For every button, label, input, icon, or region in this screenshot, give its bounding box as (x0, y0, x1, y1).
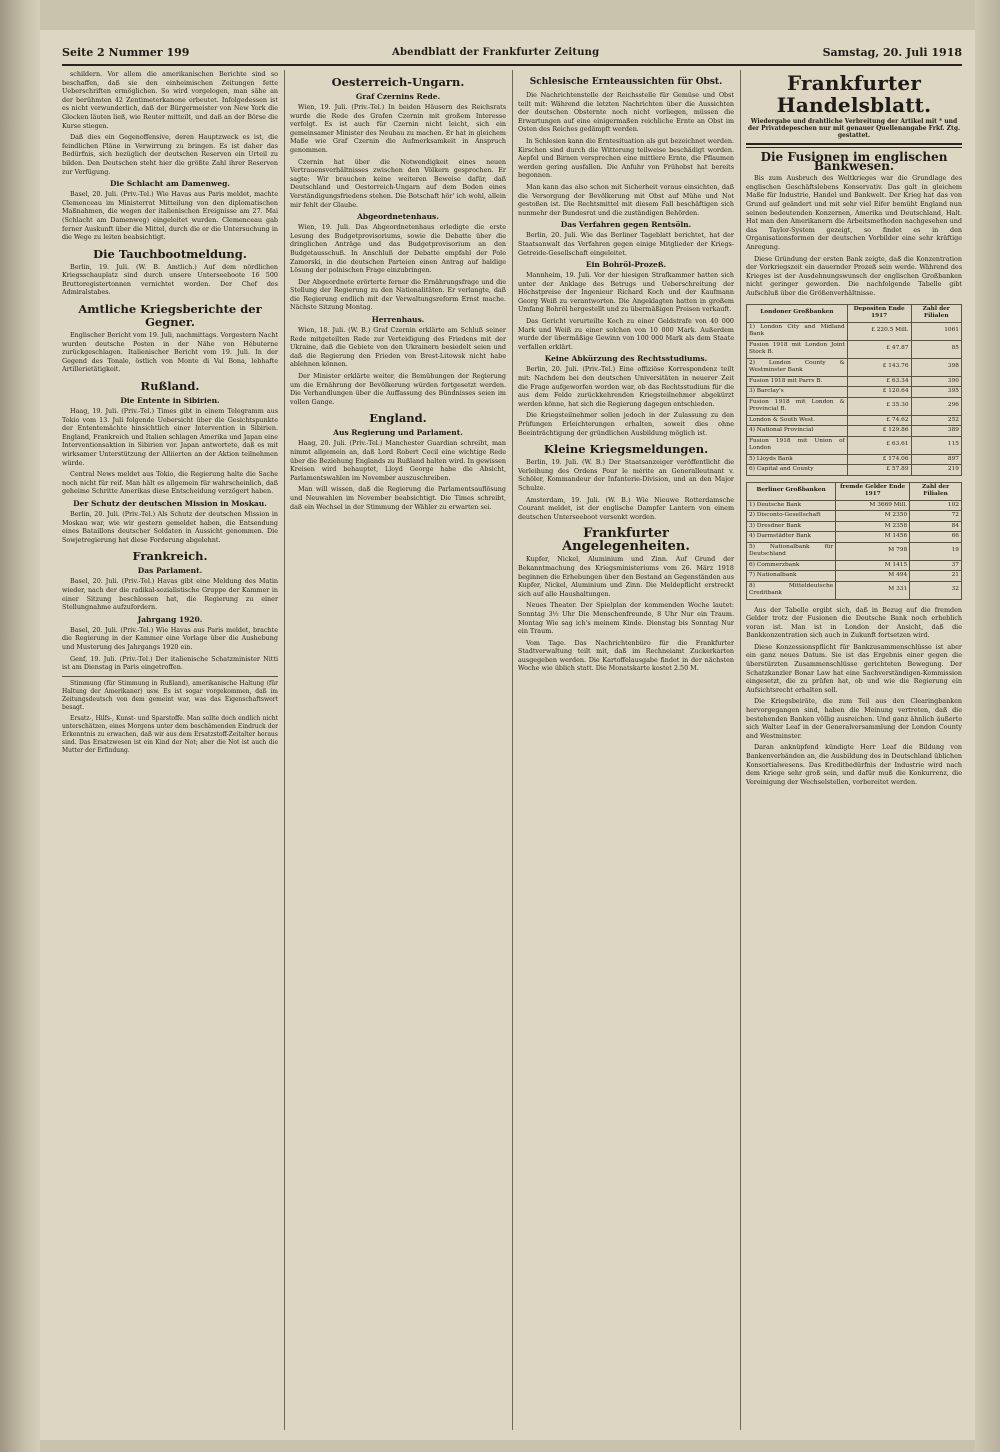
table-row (747, 511, 962, 522)
deposit-value: £ 74.62 (847, 415, 911, 426)
table-row (747, 358, 962, 376)
article-heading: Die Schlacht am Damenweg. (110, 179, 230, 189)
article-text: Man will wissen, daß die Regierung die Parlamentsauflösung und Neuwahlen im November beabsichtigt. Die Times schreibt, daß ein Wechsel in der Stimmung der Wähler zu erwarten sei. (290, 485, 506, 511)
table-row (747, 322, 962, 340)
article-text: Daran anknüpfend kündigte Herr Leaf die Bildung von Bankenverbänden an, die Ausbildung des in Deutschland üblichen Konsortialwesens. Das Kreditbedürfnis der Industrie wird nach dem Kriege sehr groß sein, und dafür muß die Konkurrenz, die Vereinigung der Wechselstellen, vorbereitet werden. (746, 743, 962, 786)
article-text: Wien, 19. Juli. (Priv.-Tel.) In beiden Häusern des Reichsrats wurde die Rede des Grafen Czernin mit großem Interesse verfolgt. Es ist auch für Czernin nicht leicht, sich ein gemeinsamer Minister des Neubau zu machen. Er hat in gleichem Maße wie Graf Czernin die Aufmerksamkeit in Anspruch genommen. (290, 103, 506, 154)
article-text: Stimmung (für Stimmung in Rußland), amerikanische Haltung (für Haltung der Amerikaner) usw. Es ist sogar vorgekommen, daß im Zeitungsdeutsch von dem gemeint war, was das Eigenschaftswort besagt. (62, 679, 278, 711)
branch-count: 296 (911, 397, 961, 415)
article-text: Berlin, 20. Juli. (Priv.-Tel.) Eine offiziöse Korrespondenz teilt mit: Nachdem bei den deutschen Universitäten in neuerer Zeit die Frage aufgeworfen worden war, ob das Rechtsstudium für die aus dem Felde zurückkehrenden Kriegsteilnehmer abgekürzt werden könne, hat sich die Regierung dagegen entschieden. (518, 365, 734, 408)
article-heading: Das Parlament. (137, 566, 203, 576)
deposit-value: M 3669 Mill. (836, 500, 910, 511)
newspaper-page (40, 30, 975, 1440)
table-row (747, 454, 962, 465)
deposit-value: £ 63.61 (847, 436, 911, 454)
issue-date: Samstag, 20. Juli 1918 (822, 46, 962, 59)
article-text: Wien, 18. Juli. (W. B.) Graf Czernin erklärte am Schluß seiner Rede mitgeteilten Rede zur Verteidigung des Friedens mit der Ukraine, daß die Gebiete von den Ukrainern besiedelt seien und daß die Regierung den Frieden von Brest-Litowsk nicht habe ablehnen können. (290, 326, 506, 369)
branch-count: 85 (911, 340, 961, 358)
deposit-value: M 798 (836, 542, 910, 560)
article-text: Kupfer, Nickel, Aluminium und Zinn. Auf Grund der Bekanntmachung des Kriegsministeriums vom 26. März 1918 beginnen die Erhebungen über den Bestand an Gegenständen aus Kupfer, Nickel, Aluminium und Zinn. Die Meldepflicht erstreckt sich auf alle Haushaltungen. (518, 555, 734, 598)
article-heading: Abgeordnetenhaus. (357, 212, 439, 222)
article-heading: Das Verfahren gegen Rentsöln. (560, 220, 692, 230)
deposit-value: £ 57.89 (847, 465, 911, 476)
table-row (747, 542, 962, 560)
bank-name: London & South West. (747, 415, 848, 426)
table-row (747, 581, 962, 599)
article-text: Die Nachrichtenstelle der Reichsstelle für Gemüse und Obst teilt mit: Während die letzten Nachrichten über die Aussichten der deutschen Obsternte noch nicht vorliegen, müssen die Erwartungen auf eine einigermaßen reichliche Ernte an Obst im Osten des Reiches gedämpft werden. (518, 91, 734, 134)
column-rule (512, 70, 513, 1430)
section-heading: Schlesische Ernteaussichten für Obst. (529, 77, 723, 87)
branch-count: 897 (911, 454, 961, 465)
article-text: Diese Konzessionspflicht für Bankzusammenschlüsse ist aber ein ganz neues Datum. Sie ist das Ergebnis einer gegen die überstürzten Zusammenschlüsse gerichteten Bewegung. Der Schatzkanzler Bonar Law hat eine Sachverständigen-Kommission eingesetzt, die zu prüfen hat, ob und wie die Regierung ein Aufsichtsrecht erhalten soll. (746, 642, 962, 694)
branch-count: 390 (911, 376, 961, 387)
bank-name: 8) Mitteldeutsche Creditbank (747, 581, 836, 599)
table-row (747, 426, 962, 437)
article-text: Die Kriegsbeiräte, die zum Teil aus den Clearingbanken hervorgegangen sind, haben die Meinung vertreten, daß die bestehenden Banken völlig ausreichen. Und ganz ähnlich äußerte sich Walter Leaf in der Generalversammlung der London County and Westminster. (746, 697, 962, 740)
branch-count: 66 (910, 532, 962, 543)
newspaper-title: Abendblatt der Frankfurter Zeitung (392, 47, 600, 58)
bank-name: 4) Darmstädter Bank (747, 532, 836, 543)
article-heading: Die Entente in Sibirien. (120, 396, 220, 406)
article-text: Wien, 19. Juli. Das Abgeordnetenhaus erledigte die erste Lesung des Budgetprovisoriums, sowie die Debatte über die dringlichen Anträge und das Budgetprovisorium an den Budgetausschuß. In Anschluß der Debatte empfahl der Pole Zamorski, in die deutschen Parteien einen Antrag auf baldige Lösung der polnischen Frage einzubringen. (290, 223, 506, 275)
article-heading: Die Fusionen im englischen Bankwesen. (760, 150, 948, 173)
page-header (62, 44, 962, 66)
section-heading: Die Tauchbootmeldung. (93, 246, 247, 261)
bank-name: Fusion 1918 mit London & Provincial B. (747, 397, 848, 415)
branch-count: 72 (910, 511, 962, 522)
deposit-value: £ 143.76 (847, 358, 911, 376)
bank-name: 2) Disconto-Gesellschaft (747, 511, 836, 522)
deposit-value: £ 35.30 (847, 397, 911, 415)
column-3 (518, 70, 734, 1430)
article-text: Englischer Bericht vom 19. Juli, nachmittags. Vorgestern Nacht wurden deutsche Posten in der Nähe von Hébuterne zurückgeschlagen. Italienischer Bericht vom 19. Juli. In der Gegend des Tonale, östlich von Monte di Val Bona, lebhafte Artillerietätigkeit. (62, 331, 278, 374)
branch-count: 84 (910, 521, 962, 532)
article-text: Central News meldet aus Tokio, die Regierung halte die Sache noch nicht für reif. Man hält es allgemein für wahrscheinlich, daß geheime Schritte Amerikas diese Entscheidung verzögert haben. (62, 470, 278, 496)
section-heading: Amtliche Kriegsberichte der Gegner. (78, 302, 262, 330)
deposit-value: £ 220.5 Mill. (847, 322, 911, 340)
article-text: In Schlesien kann die Erntesituation als gut bezeichnet werden. Kirschen sind durch die Witterung teilweise beschädigt worden. Aepfel und Birnen versprechen eine mittlere Ernte, die Pflaumen werden gering ausfallen. Die Anfuhr von Frühobst hat bereits begonnen. (518, 136, 734, 180)
table-body (747, 500, 962, 599)
bank-name: Fusion 1918 mit Parrs B. (747, 376, 848, 387)
table-row (747, 376, 962, 387)
branch-count: 219 (911, 465, 961, 476)
table-row (747, 415, 962, 426)
masthead-rule (746, 143, 962, 148)
column-rule (284, 70, 285, 1430)
article-text: Berlin, 20. Juli. Wie das Berliner Tageblatt berichtet, hat der Staatsanwalt das Verfahren gegen einige Mitglieder der Kriegs-Getreide-Gesellschaft eingeleitet. (518, 231, 734, 257)
table-header: Londoner Großbanken (747, 304, 848, 322)
table-header: Zahl der Filialen (910, 482, 962, 500)
deposit-value: £ 63.34 (847, 376, 911, 387)
deposit-value: £ 174.06 (847, 454, 911, 465)
table-header: fremde Gelder Ende 1917 (836, 482, 910, 500)
london-banks-table (746, 304, 962, 476)
deposit-value: M 2358 (836, 521, 910, 532)
article-text: Man kann das also schon mit Sicherheit voraus einsichten, daß die Versorgung der Bevölkerung mit Obst auf Mühe und Not gestoßen ist. Die Rechtsmittel mit diesem Fall beschäftigen sich nunmehr der Bundesrat und die zuständigen Behörden. (518, 182, 734, 217)
bank-name: 1) London City and Midland Bank (747, 322, 848, 340)
article-heading: Keine Abkürzung des Rechtsstudiums. (544, 354, 708, 364)
column-4 (746, 70, 962, 1430)
table-row (747, 397, 962, 415)
deposit-value: M 331 (836, 581, 910, 599)
column-1 (62, 70, 278, 1430)
bank-name: 3) Dresdner Bank (747, 521, 836, 532)
table-row (747, 436, 962, 454)
bank-name: Fusion 1918 mit Union of London (747, 436, 848, 454)
article-text: Die Kriegsteilnehmer sollen jedoch in der Zulassung zu den Prüfungen Erleichterungen erhalten, soweit dies ohne Beeinträchtigung der gründlichen Ausbildung möglich ist. (518, 411, 734, 437)
article-heading: Jahrgang 1920. (137, 614, 203, 624)
article-heading: Ein Bohröl-Prozeß. (585, 260, 667, 270)
article-text: Haag, 19. Juli. (Priv.-Tel.) Times gibt in einem Telegramm aus Tokio vom 13. Juli folgende Uebersicht über die Gesichtspunkte der Ententemächte hinsichtlich einer Intervention in Sibirien. England, Frankreich und Italien schlagen Amerika und Japan eine Interventionsaktion in Sibirien vor. Japan antwortete, daß es mit wirksamer Unterstützung der Alliierten an der Aktion teilnehmen würde. (62, 407, 278, 467)
page-number: Seite 2 Nummer 199 (62, 46, 190, 59)
article-text: Der Abgeordnete erörterte ferner die Ernährungsfrage und die Stellung der Regierung zu den Nationalitäten. Er verlangte, daß die Regierung endlich mit der Verwaltungsreform Ernst mache. Nächste Sitzung Montag. (290, 277, 506, 312)
article-text: Basel, 20. Juli. (Priv.-Tel.) Havas gibt eine Meldung des Matin wieder, nach der die radikal-sozialistische Gruppe der Kammer in einer Sitzung beschlossen hat, die Regierung zu einer Stellungnahme aufzufordern. (62, 577, 278, 612)
bank-name: Fusion 1918 mit London Joint Stock B. (747, 340, 848, 358)
deposit-value: £ 120.64 (847, 387, 911, 398)
branch-count: 395 (911, 387, 961, 398)
article-text: Bis zum Ausbruch des Weltkrieges war die Grundlage des englischen Geschäftslebens Konservativ. Das galt in gleichem Maße für Industrie, Handel und Bankwelt. Der Krieg hat das von Grund auf geändert und mit sehr viel Eifer bemüht England nun seinen bedeutenden Konzernen, Amerika und Deutschland, Halt. Hat man den Amerikanern die Arbeitsmethoden nachgesehen und das Taylor-System gezeigt, so findet es in den Organisationsformen der deutschen Vorbilder eine sehr kräftige Anregung. (746, 174, 962, 251)
page-edge (975, 0, 1000, 1452)
bank-name: 6) Commerzbank (747, 560, 836, 571)
table-row (747, 571, 962, 582)
column-2 (290, 70, 506, 1430)
deposit-value: M 1415 (836, 560, 910, 571)
branch-count: 37 (910, 560, 962, 571)
article-text: Das Gericht verurteilte Koch zu einer Geldstrafe von 40 000 Mark und Weiß zu einer solchen von 10 000 Mark. Außerdem wurde der übermäßige Gewinn von 100 000 Mark als dem Staate verfallen erklärt. (518, 317, 734, 351)
table-row (747, 465, 962, 476)
article-text: Berlin, 19. Juli. (W. B. Amtlich.) Auf dem nördlichen Kriegsschauplatz sind durch unsere Unterseeboote 16 500 Bruttoregistertonnen vernichtet worden. Der Chef des Admiralstabes. (62, 262, 278, 297)
article-text: schildern. Vor allem die amerikanischen Berichte sind so beschaffen, daß sie den einheimischen Zeitungen fette Ueberschriften ermöglichen. So wird vorgelogen, man sähe an der berühmten 42 Zentimeterkanone erbeutet. Infolgedessen ist es nicht verwunderlich, daß der Bürgermeister von New York die Glocken läuten ließ, wie Reuter mitteilt, und daß an der Börse die Kurse stiegen. (62, 70, 278, 130)
branch-count: 398 (911, 358, 961, 376)
deposit-value: £ 47.87 (847, 340, 911, 358)
table-row (747, 387, 962, 398)
article-text: Der Minister erklärte weiter, die Bemühungen der Regierung um die Ernährung der Bevölkerung würden fortgesetzt werden. Die Verhandlungen über die Auffassung des Bündnisses seien im vollen Gange. (290, 372, 506, 406)
branch-count: 102 (910, 500, 962, 511)
column-rule (740, 70, 741, 1430)
handelsblatt-masthead: Frankfurter Handelsblatt. (776, 71, 932, 117)
branch-count: 21 (910, 571, 962, 582)
table-row (747, 532, 962, 543)
article-text: Neues Theater. Der Spielplan der kommenden Woche lautet: Sonntag 3½ Uhr Die Menschenfreunde, 8 Uhr Nur ein Traum. Montag Wie sag ich's meinem Kinde. Dienstag bis Sonntag Nur ein Traum. (518, 601, 734, 636)
table-row (747, 560, 962, 571)
table-row (747, 340, 962, 358)
branch-count: 115 (911, 436, 961, 454)
bank-name: 7) Nationalbank (747, 571, 836, 582)
table-header: Berliner Großbanken (747, 482, 836, 500)
article-text: Basel, 20. Juli. (Priv.-Tel.) Wie Havas aus Paris meldet, machte Clemenceau im Ministerrat Mitteilung von den diplomatischen Maßnahmen, die wegen der italienischen Ereignisse am 27. Mai (Schlacht am Damenweg) eingeleitet wurden. Clemenceau gab ferner Auskunft über die Mittel, durch die er die Untersuchung in die Wege zu leiten beabsichtigt. (62, 190, 278, 242)
bank-name: 1) Deutsche Bank (747, 500, 836, 511)
bank-name: 5) Lloyds Bank (747, 454, 848, 465)
bank-name: 4) National Provincial (747, 426, 848, 437)
article-heading: Herrenhaus. (371, 315, 425, 325)
article-text: Berlin, 19. Juli. (W. B.) Der Staatsanzeiger veröffentlicht die Verleihung des Ordens Pour le mérite an Generalleutnant v. Schöler, Kommandeur der Infanterie-Division, und an den Major Schulze. (518, 458, 734, 492)
table-header: Depositen Ende 1917 (847, 304, 911, 322)
section-heading: Frankfurter Angelegenheiten. (562, 526, 690, 555)
book-binding (0, 0, 40, 1452)
bank-name: 3) Barclay's (747, 387, 848, 398)
deposit-value: £ 129.86 (847, 426, 911, 437)
article-text: Ersatz-, Hilfs-, Kunst- und Sparstoffe. Man sollte doch endlich nicht unterschätzen, eines Morgens unter dem beschämenden Eindruck der Erkenntnis zu erwachen, daß wir aus dem Ersatzstoff-Zeitalter heraus sind. Das Ersatzwesen ist ein Kind der Not; aber die Not ist auch die Mutter der Erfindung. (62, 714, 278, 754)
bank-name: 6) Capital and County (747, 465, 848, 476)
feuilleton (62, 676, 278, 755)
article-text: Vom Tage. Das Nachrichtenbüro für die Frankfurter Stadtverwaltung teilt mit, daß im Rechneiamt Zuckerkarten ausgegeben werden. Die Kartoffelausgabe findet in der nächsten Woche wie üblich statt. Die Monatskarte kostet 2.50 M. (518, 638, 734, 673)
article-text: Czernin hat über die Notwendigkeit eines neuen Vertrauensverhältnisses zwischen den Völkern gesprochen. Er sagte: Wir brauchen keine weiteren Beweise dafür, daß Deutschland und Oesterreich-Ungarn auf dem Boden eines Verständigungsfriedens stehen. Die Botschaft hör' ich wohl, allein mir fehlt der Glaube. (290, 157, 506, 209)
berlin-banks-table (746, 482, 962, 600)
table-body (747, 322, 962, 475)
bank-name: 2) London County & Westminster Bank (747, 358, 848, 376)
article-text: Daß dies ein Gegenoffensive, deren Hauptzweck es ist, die feindlichen Pläne in Verwirrung zu bringen. Es ist daher das Bedürfnis, sich bezüglich der deutschen Reserven ein Urteil zu bilden. Den Deutschen steht hier die größte Zahl ihrer Reserven zur Verfügung. (62, 133, 278, 176)
article-text: Haag, 20. Juli. (Priv.-Tel.) Manchester Guardian schreibt, man nimmt allgemein an, daß Lord Robert Cecil eine wichtige Rede über die Beziehung Englands zu Rußland halten wird. In gewissen Kreisen wird behauptet, Lloyd George habe die Absicht, Parlamentswahlen im November auszuschreiben. (290, 439, 506, 482)
section-heading: Rußland. (140, 379, 200, 394)
branch-count: 1061 (911, 322, 961, 340)
branch-count: 389 (911, 426, 961, 437)
deposit-value: M 1456 (836, 532, 910, 543)
article-text: Mannheim, 19. Juli. Vor der hiesigen Strafkammer hatten sich unter der Anklage des Betrugs und Ueberschreitung der Höchstpreise der Ingenieur Richard Koch und der Kaufmann Georg Weiß zu verantworten. Die Angeklagten hatten in großem Umfang Bohröl hergestellt und zu übermäßigen Preisen verkauft. (518, 271, 734, 314)
section-heading: Kleine Kriegsmeldungen. (543, 442, 709, 457)
table-row (747, 521, 962, 532)
branch-count: 252 (911, 415, 961, 426)
article-text: Basel, 20. Juli. (Priv.-Tel.) Wie Havas aus Paris meldet, brachte die Regierung in der Kammer eine Vorlage über die Aushebung und Musterung des Jahrgangs 1920 ein. (62, 625, 278, 651)
section-heading: Oesterreich-Ungarn. (331, 75, 465, 89)
bank-name: 5) Nationalbank für Deutschland (747, 542, 836, 560)
section-heading: Frankreich. (132, 549, 208, 564)
section-heading: England. (369, 411, 427, 426)
article-text: Genf, 19. Juli. (Priv.-Tel.) Der italienische Schatzminister Nitti ist am Dienstag in Paris eingetroffen. (62, 654, 278, 672)
table-row (747, 500, 962, 511)
deposit-value: M 2350 (836, 511, 910, 522)
article-text: Berlin, 20. Juli. (Priv.-Tel.) Als Schutz der deutschen Mission in Moskau war, wie wir gestern gemeldet haben, die Entsendung eines Bataillons deutscher Soldaten in Aussicht genommen. Die Sowjetregierung hat diese Forderung abgelehnt. (62, 509, 278, 544)
article-heading: Aus Regierung und Parlament. (333, 428, 463, 438)
article-text: Aus der Tabelle ergibt sich, daß in Bezug auf die fremden Gelder trotz der Fusionen die Deutsche Bank noch erheblich voran ist. Man ist in London der Ansicht, daß die Bankkonzentration sich auch in Zukunft fortsetzen wird. (746, 605, 962, 640)
article-text: Amsterdam, 19. Juli. (W. B.) Wie Nieuwe Rotterdamsche Courant meldet, ist der englische Dampfer Lantern von einem deutschen Unterseeboot versenkt worden. (518, 495, 734, 521)
branch-count: 32 (910, 581, 962, 599)
masthead-note: Wiedergabe und drahtliche Verbreitung der Artikel mit * und der Privatdepeschen nur mit genauer Quellenangabe Frkf. Ztg. gestattet. (747, 118, 961, 139)
article-text: Diese Gründung der ersten Bank zeigte, daß die Konzentration der Vorkriegszeit ein dauernder Prozeß sein werde. Während des Krieges ist der Ausdehnungswunsch der englischen Großbanken nicht geringer geworden. Die nachfolgende Tabelle gibt Aufschluß über die Größenverhältnisse. (746, 254, 962, 297)
branch-count: 19 (910, 542, 962, 560)
table-header: Zahl der Filialen (911, 304, 961, 322)
article-heading: Der Schutz der deutschen Mission in Moskau. (73, 498, 267, 508)
article-heading: Graf Czernins Rede. (355, 92, 441, 101)
deposit-value: M 494 (836, 571, 910, 582)
